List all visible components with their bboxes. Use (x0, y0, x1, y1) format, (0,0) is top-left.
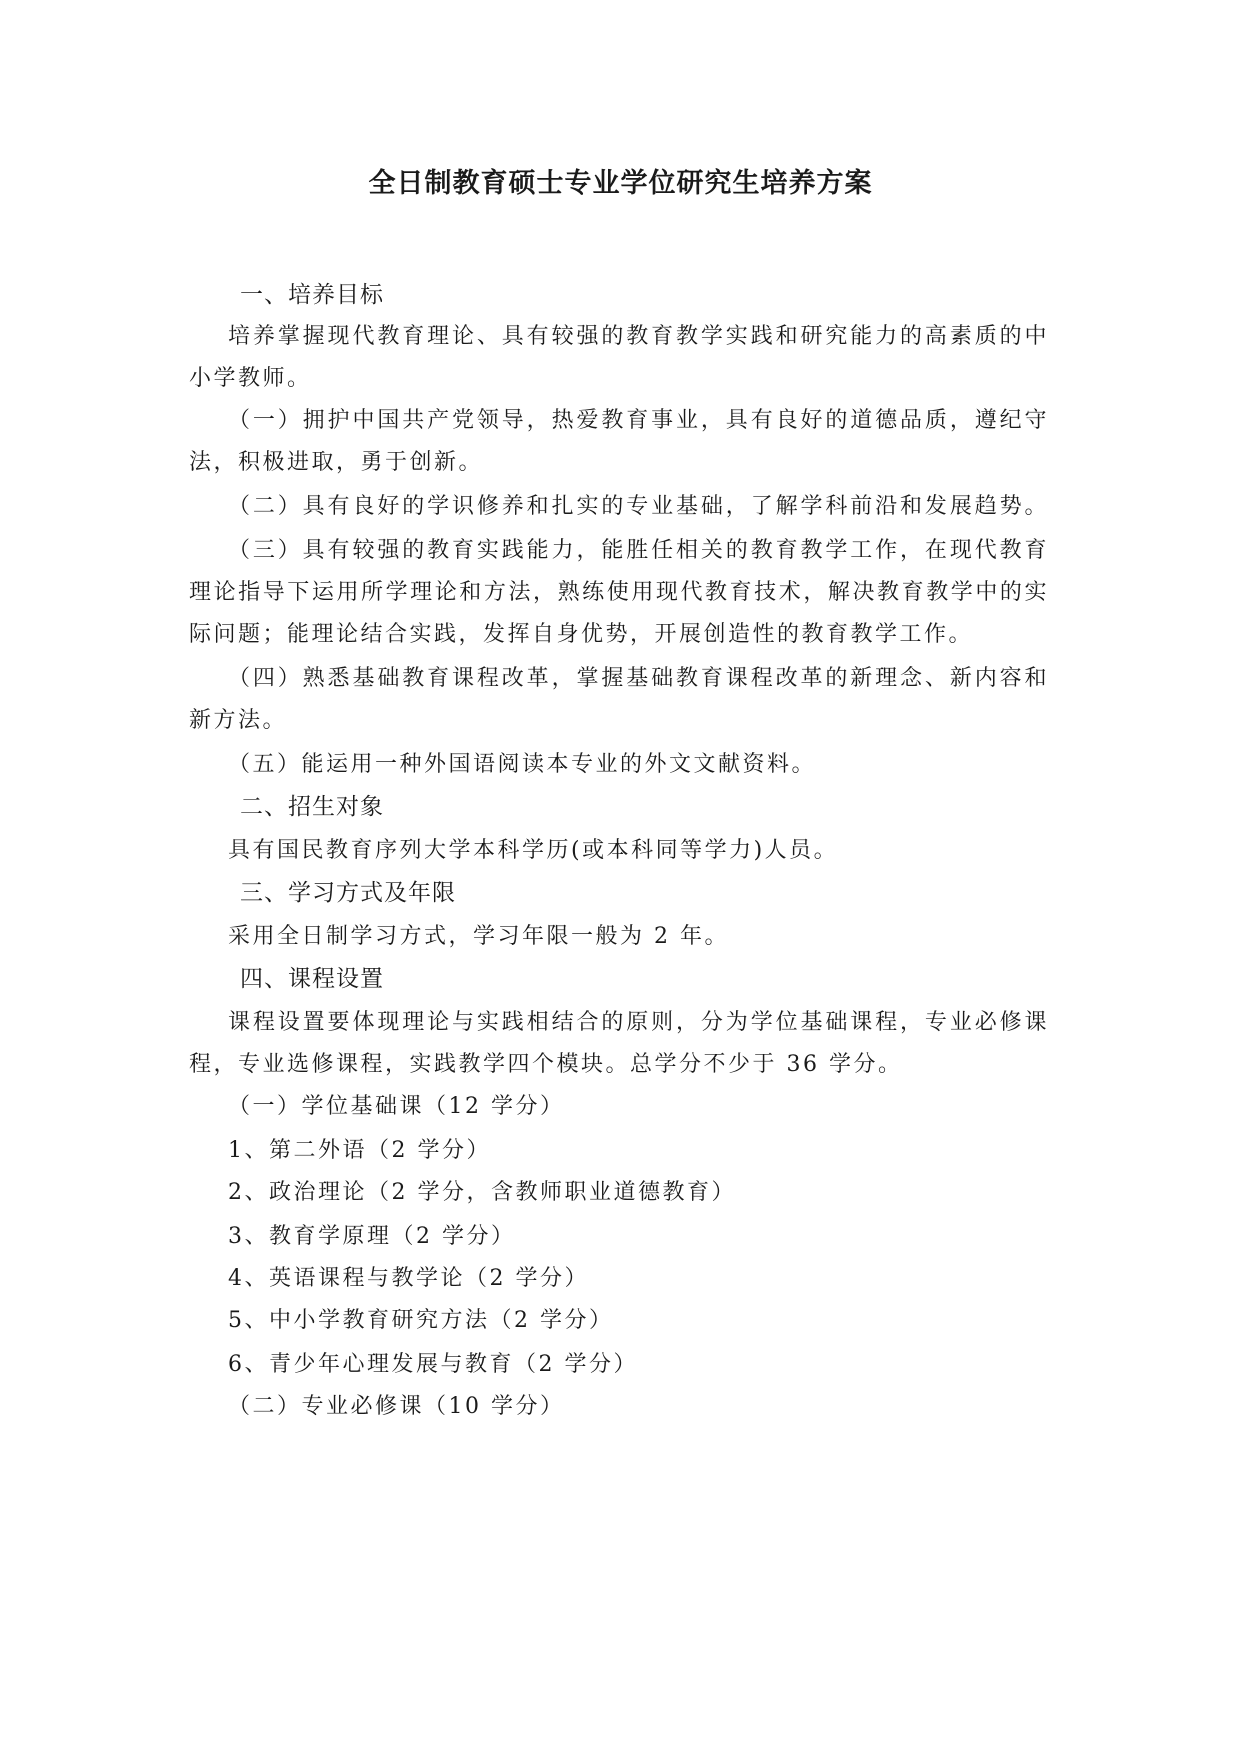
course-group-line: （二）专业必修课（10 学分） (228, 1394, 565, 1419)
course-item: 3、教育学原理（2 学分） (228, 1224, 516, 1249)
course-item: 2、政治理论（2 学分，含教师职业道德教育） (228, 1180, 736, 1205)
section-heading-admission: 二、招生对象 (240, 794, 384, 820)
course-item: 6、青少年心理发展与教育（2 学分） (228, 1352, 638, 1377)
paragraph-line: 采用全日制学习方式，学习年限一般为 2 年。 (228, 924, 729, 949)
course-item: 1、第二外语（2 学分） (228, 1138, 491, 1163)
paragraph-line: 新方法。 (189, 708, 288, 733)
paragraph-line: 际问题；能理论结合实践，发挥自身优势，开展创造性的教育教学工作。 (189, 622, 974, 647)
paragraph-line: 课程设置要体现理论与实践相结合的原则，分为学位基础课程，专业必修课 (228, 1010, 1049, 1035)
course-item: 4、英语课程与教学论（2 学分） (228, 1266, 589, 1291)
paragraph-line: （四）熟悉基础教育课程改革，掌握基础教育课程改革的新理念、新内容和 (228, 666, 1049, 691)
paragraph-line: 培养掌握现代教育理论、具有较强的教育教学实践和研究能力的高素质的中 (228, 324, 1049, 349)
course-item: 5、中小学教育研究方法（2 学分） (228, 1308, 614, 1333)
paragraph-line: 程，专业选修课程，实践教学四个模块。总学分不少于 36 学分。 (189, 1052, 903, 1077)
section-heading-study-mode: 三、学习方式及年限 (240, 880, 456, 906)
document-title: 全日制教育硕士专业学位研究生培养方案 (368, 168, 873, 199)
paragraph-line: 理论指导下运用所学理论和方法，熟练使用现代教育技术，解决教育教学中的实 (189, 580, 1049, 605)
paragraph-line: （三）具有较强的教育实践能力，能胜任相关的教育教学工作，在现代教育 (228, 538, 1049, 563)
paragraph-line: （一）拥护中国共产党领导，热爱教育事业，具有良好的道德品质，遵纪守 (228, 408, 1049, 433)
paragraph-line: （五）能运用一种外国语阅读本专业的外文文献资料。 (228, 752, 817, 777)
course-group-line: （一）学位基础课（12 学分） (228, 1094, 565, 1119)
paragraph-line: （二）具有良好的学识修养和扎实的专业基础，了解学科前沿和发展趋势。 (228, 494, 1049, 519)
section-heading-curriculum: 四、课程设置 (240, 966, 384, 992)
paragraph-line: 法，积极进取，勇于创新。 (189, 450, 484, 475)
section-heading-goals: 一、培养目标 (240, 282, 384, 308)
paragraph-line: 小学教师。 (189, 366, 312, 391)
paragraph-line: 具有国民教育序列大学本科学历(或本科同等学力)人员。 (228, 838, 839, 863)
